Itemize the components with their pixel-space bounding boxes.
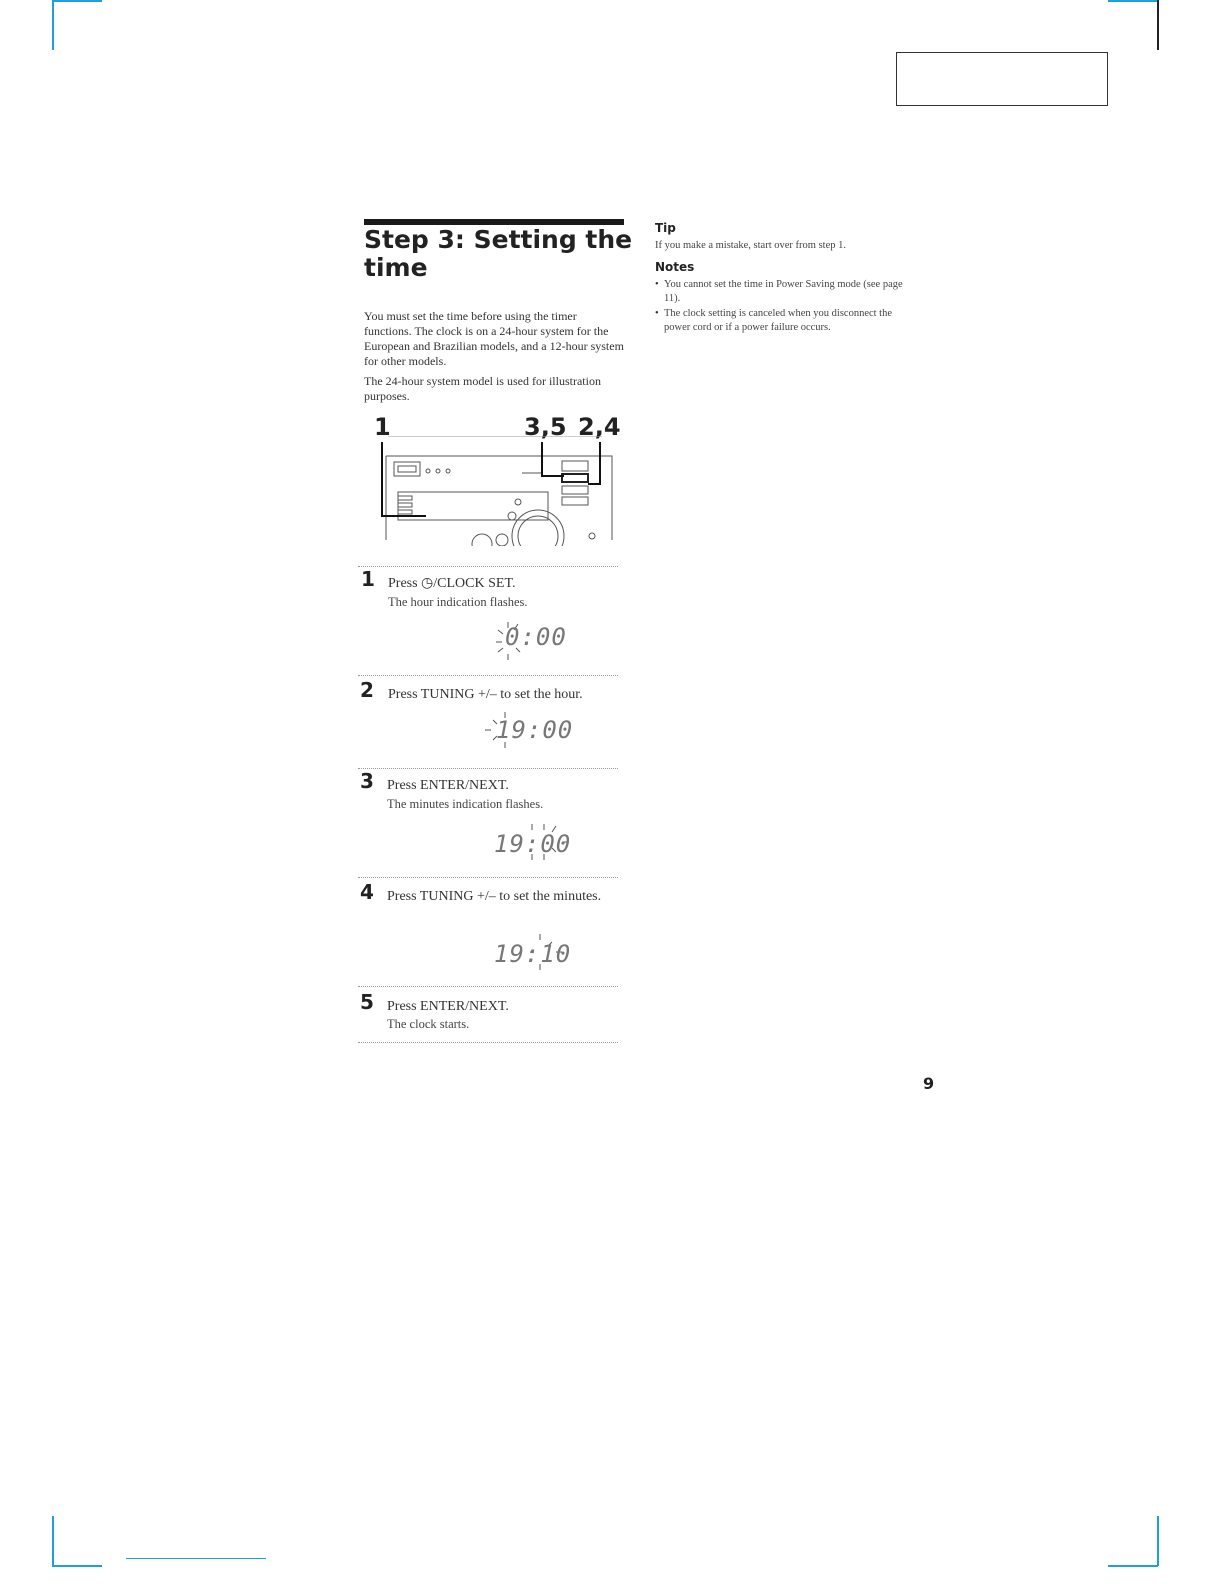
crop-mark-top-right-h — [1108, 0, 1158, 2]
crop-mark-top-left-h — [52, 0, 102, 2]
step-result: The clock starts. — [387, 1017, 470, 1031]
step-instruction: Press ENTER/NEXT. — [387, 778, 509, 793]
crop-mark-bottom-right-h — [1108, 1565, 1158, 1567]
crop-mark-bottom-left-v — [52, 1516, 54, 1566]
step-separator — [358, 1042, 618, 1043]
stereo-front-panel-illustration — [362, 436, 624, 546]
step-separator — [358, 877, 618, 878]
illustration-note: The 24-hour system model is used for illustration purposes. — [364, 374, 601, 403]
notes-list — [655, 278, 917, 336]
notes-item: • You cannot set the time in Power Saving mode (see page 11). — [655, 278, 917, 306]
step-number: 5 — [360, 990, 374, 1014]
crop-mark-top-right-v — [1157, 0, 1159, 50]
clock-display-text: 19:00 — [494, 830, 572, 858]
step-separator — [358, 986, 618, 987]
figure-callout-2-4: 2,4 — [578, 413, 621, 441]
step-result: The hour indication flashes. — [388, 595, 528, 609]
notes-item: • The clock setting is canceled when you disconnect the power cord or if a power failure occurs. — [655, 307, 917, 335]
clock-display-text: 0:00 — [505, 623, 567, 651]
crop-mark-bottom-left-h — [52, 1565, 102, 1567]
step-instruction: Press TUNING +/– to set the minutes. — [387, 889, 602, 904]
page-number: 9 — [923, 1074, 935, 1093]
crop-mark-top-left-v — [52, 0, 54, 50]
page-heading: Step 3: Setting the time — [364, 225, 633, 282]
clock-display-text: 19:00 — [496, 716, 574, 744]
step-instruction: Press ◷/CLOCK SET. — [388, 576, 516, 591]
section-tab-box — [896, 52, 1108, 106]
step-instruction: Press TUNING +/– to set the hour. — [388, 687, 583, 702]
bottom-guide-line — [126, 1558, 266, 1559]
tip-text: If you make a mistake, start over from step 1. — [655, 240, 846, 251]
tip-heading: Tip — [655, 221, 676, 235]
step-result: The minutes indication flashes. — [387, 797, 544, 811]
figure-callout-3-5: 3,5 — [524, 413, 567, 441]
step-separator — [358, 675, 618, 676]
intro-paragraph: You must set the time before using the timer functions. The clock is on a 24-hour system for the European and Brazilian models, and a 12-hour system for other models. — [364, 309, 624, 368]
step-instruction: Press ENTER/NEXT. — [387, 999, 509, 1014]
crop-mark-bottom-right-v — [1157, 1516, 1159, 1566]
step-number: 1 — [361, 567, 375, 591]
figure-callout-1: 1 — [374, 413, 391, 441]
step-number: 4 — [360, 880, 374, 904]
clock-display-text: 19:10 — [494, 940, 572, 968]
notes-heading: Notes — [655, 260, 695, 274]
step-separator — [358, 566, 618, 567]
step-number: 3 — [360, 769, 374, 793]
step-number: 2 — [360, 678, 374, 702]
step-separator — [358, 768, 618, 769]
